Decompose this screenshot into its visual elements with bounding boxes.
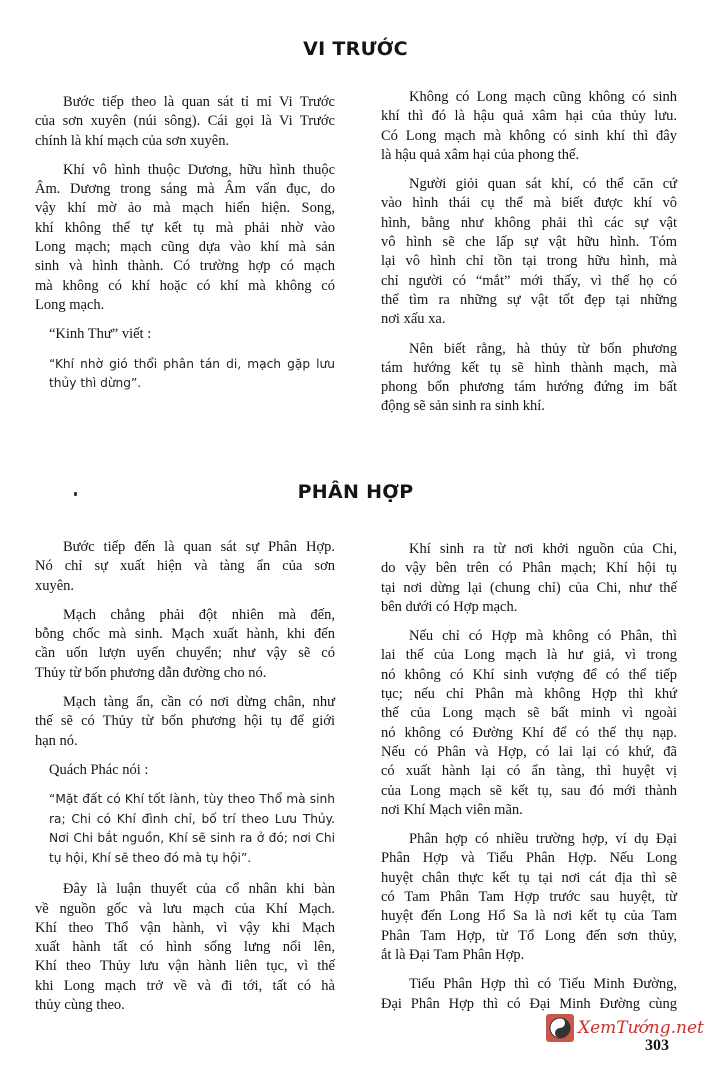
text-line: chỉ người có “mắt” mới thấy, vì thế họ có <box>381 272 677 289</box>
text-line: Bước tiếp theo là quan sát tỉ mỉ Vi Trước <box>63 94 335 110</box>
text-line: khí thì đó là hậu quả xâm hại của thủy lưu. <box>381 108 677 125</box>
text-line: tụ hội, Khí sẽ theo đó mà tụ hội”. <box>49 850 252 865</box>
text-line: khí không thể tự kết tụ mà phải nhờ vào <box>35 219 335 236</box>
text-line: phong bốn phương tám hướng đứng im bất <box>381 379 677 396</box>
text-line: mà không có khí hoặc có khí mà không có <box>35 277 335 294</box>
page-number: 303 <box>645 1037 669 1054</box>
paragraph <box>381 975 677 1014</box>
paragraph <box>381 830 677 965</box>
text-line: nơi Khí Mạch viên mãn. <box>381 801 523 818</box>
text-line: Nơi Chi bắt nguồn, Khí sẽ sinh ra ở đó; nơi Chi <box>49 831 335 846</box>
text-line: Khí theo Thổ vận hành, vì vậy khi Mạch <box>35 919 335 936</box>
text-line: Khí sinh ra từ nơi khởi nguồn của Chi, <box>409 541 677 557</box>
text-line: lại vô hình chỉ tồn tại trong hữu hình, mà <box>381 253 677 270</box>
yin-yang-icon <box>546 1014 574 1042</box>
paragraph <box>35 761 335 780</box>
text-line: Thủy từ bốn phương dẫn đường cho nó. <box>35 664 267 681</box>
text-line: Nó chỉ sự xuất hiện và tàng ẩn của sơn <box>35 558 335 575</box>
paragraph <box>35 325 335 344</box>
text-line: có xuất hành lại có ẩn tàng, thì huyệt vị <box>381 763 677 780</box>
section-title-phan-hop: PHÂN HỢP <box>297 481 414 503</box>
text-line: Tiểu Phân Hợp thì có Tiểu Minh Đường, <box>409 976 677 993</box>
text-line: là hậu quả xâm hại của phong thế. <box>381 146 580 163</box>
text-line: Âm. Dương trong sáng mà Âm vẩn đục, do <box>35 181 335 198</box>
text-line: về nguồn gốc và lưu mạch của Khí Mạch. <box>35 900 335 917</box>
text-line: do vậy bên trên có Phân mạch; Khí hội tụ <box>381 560 677 577</box>
text-line: chính là khí mạch của sơn xuyên. <box>35 132 230 149</box>
text-line: của sơn xuyên (núi sông). Cái gọi là Vi Trước <box>35 113 335 130</box>
watermark-text: XemTướng.net <box>578 1018 704 1038</box>
paragraph <box>35 538 335 596</box>
text-line: Phân Hợp và Tiểu Phân Hợp. Nếu Long <box>381 850 677 867</box>
text-line: thể tìm ra những sự vật tốt đẹp tại những <box>381 291 677 308</box>
text-line: hạn nó. <box>35 732 78 749</box>
text-line: bên dưới có Hợp mạch. <box>381 598 518 615</box>
text-line: ắt là Đại Tam Phân Hợp. <box>381 946 525 963</box>
text-line: “Mặt đất có Khí tốt lành, tùy theo Thổ mà sinh <box>49 792 335 807</box>
block-quote <box>35 790 335 868</box>
paragraph <box>35 880 335 1015</box>
paragraph <box>35 693 335 751</box>
text-line: tục; nếu chỉ Phân mà không Hợp thì khứ <box>381 686 677 703</box>
block-quote <box>35 355 335 394</box>
text-line: của Long mạch sẽ kết tụ, sau đó mới thành <box>381 782 677 799</box>
text-line: Khí vô hình thuộc Dương, hữu hình thuộc <box>63 161 335 178</box>
text-line: Khí theo Thủy lưu vận hành liên tục, vì thế <box>35 958 335 975</box>
vi-truoc-left-column <box>35 93 335 406</box>
watermark-logo <box>546 1014 704 1042</box>
text-line: thế của Long mạch sẽ bất minh vì ngoài <box>381 705 677 722</box>
text-line: Đại Phân Hợp thì có Đại Minh Đường cùng <box>381 995 677 1012</box>
paragraph <box>35 161 335 315</box>
text-line: thế sẽ có Thủy từ bốn phương hội tụ để giới <box>35 713 335 730</box>
text-line: cần uốn lượn uyển chuyển; như vậy sẽ có <box>35 645 335 662</box>
text-line: “Kinh Thư” viết : <box>49 326 152 343</box>
text-line: huyệt đến Long Hổ Sa là nơi kết tụ của Tam <box>381 908 677 925</box>
text-line: vô hình sẽ che lấp sự vật hữu hình. Tóm <box>381 234 677 251</box>
phan-hop-right-column <box>381 540 677 1024</box>
section-title-vi-truoc: VI TRƯỚC <box>303 38 408 60</box>
text-line: Mạch tàng ẩn, cần có nơi dừng chân, như <box>63 694 335 711</box>
text-line: tại nơi dừng lại (chung chỉ) của Chi, như thế <box>381 579 677 596</box>
phan-hop-left-column <box>35 538 335 1025</box>
text-line: Đây là luận thuyết của cổ nhân khi bàn <box>63 881 335 898</box>
text-line: Long mạch; mạch cũng dựa vào khí mà sản <box>35 239 335 256</box>
paragraph <box>35 606 335 683</box>
paragraph <box>381 88 677 165</box>
text-line: thủy cùng theo. <box>35 997 125 1014</box>
text-line: hình, bằng như không phải thì các sự vật <box>381 214 677 231</box>
text-line: Mạch chẳng phải đột nhiên mà đến, <box>63 606 335 623</box>
paragraph <box>381 340 677 417</box>
text-line: huyệt chân thực kết tụ tại nơi cát địa thì sẽ <box>381 869 677 886</box>
text-line: động sẽ sản sinh ra sinh khí. <box>381 398 545 415</box>
text-line: Phân hợp có nhiều trường hợp, ví dụ Đại <box>409 831 677 848</box>
text-line: Long mạch. <box>35 296 105 313</box>
text-line: vào hình thái cụ thể mà biết được khí vô <box>381 195 677 212</box>
text-line: Bước tiếp đến là quan sát sự Phân Hợp. <box>63 539 335 555</box>
text-line: Có Long mạch mà không có sinh khí thì đây <box>381 127 677 144</box>
text-line: thủy thì dừng”. <box>49 376 142 391</box>
paragraph <box>381 627 677 820</box>
text-line: nơi xấu xa. <box>381 311 446 328</box>
text-line: có Tam Phân Tam Hợp trước sau huyệt, từ <box>381 889 677 906</box>
text-line: vậy khí mờ ảo mà mạch hiển hiện. Song, <box>35 200 335 217</box>
text-line: lai thế của Long mạch là hư giả, vì trong <box>381 647 677 664</box>
text-line: Quách Phác nói : <box>49 761 149 778</box>
text-line: xuyên. <box>35 577 75 594</box>
text-line: Phân Tam Hợp, từ Tổ Long đến sơn thủy, <box>381 927 677 944</box>
text-line: “Khí nhờ gió thổi phân tán di, mạch gặp lưu <box>49 356 335 371</box>
text-line: xuất hành tất có hình sống lưng nổi lên, <box>35 939 335 956</box>
paragraph <box>381 540 677 617</box>
text-line: nó không có Đường Khí để có thể thụ nạp. <box>381 724 677 741</box>
text-line: Nếu có Phân và Hợp, có lai lại có khứ, đã <box>381 743 677 760</box>
vi-truoc-right-column <box>381 88 677 427</box>
text-line: Nên biết rằng, hà thủy từ bốn phương <box>409 340 677 357</box>
text-line: tám hướng kết tụ sẽ hình thành mạch, mà <box>381 359 677 376</box>
text-line: sinh và hình thành. Có trường hợp có mạch <box>35 258 335 275</box>
paragraph <box>35 93 335 151</box>
paragraph <box>381 175 677 329</box>
text-line: khi Long mạch trở về và đi tới, tất có hà <box>35 977 335 994</box>
text-line: nó không có Khí sinh vượng để có thể tiếp <box>381 666 677 683</box>
text-line: bỗng chốc mà sinh. Mạch xuất hành, khi đến <box>35 626 335 643</box>
text-line: Nếu chỉ có Hợp mà không có Phân, thì <box>409 628 677 645</box>
text-line: Người giỏi quan sát khí, có thể căn cứ <box>409 176 677 193</box>
text-line: ra; Chi có Khí đình chỉ, bố trí theo Lưu Thủy. <box>49 811 335 826</box>
text-line: Không có Long mạch cũng không có sinh <box>409 89 677 105</box>
